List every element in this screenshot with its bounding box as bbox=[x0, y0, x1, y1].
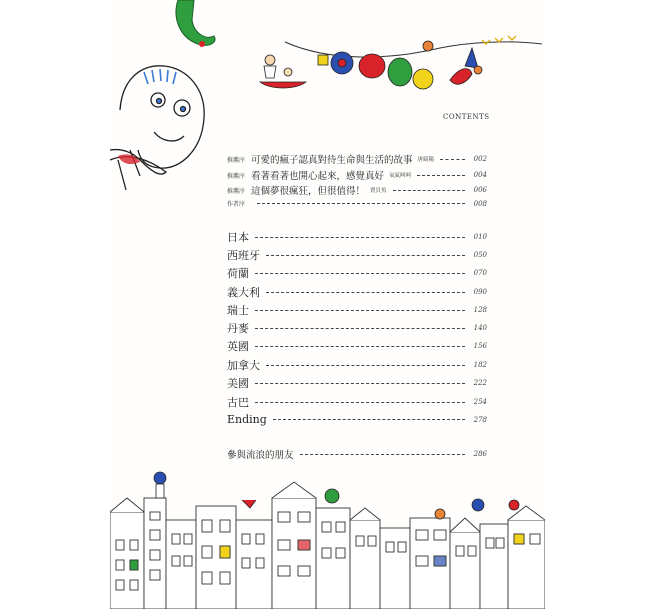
chapter-page-number: 128 bbox=[473, 306, 487, 314]
chapter-page-number: 222 bbox=[473, 379, 487, 387]
chapter-title: 丹麥 bbox=[227, 322, 249, 335]
toc-prefix: 推薦序 bbox=[227, 172, 246, 180]
leader-line bbox=[255, 310, 465, 311]
chapter-title: 英國 bbox=[227, 340, 249, 353]
toc-prefix: 作者序 bbox=[227, 201, 246, 208]
leader-line bbox=[255, 237, 465, 238]
toc-page-number: 008 bbox=[473, 199, 487, 208]
toc-chapter[interactable] bbox=[227, 247, 487, 263]
leader-line bbox=[257, 203, 465, 204]
toc-chapter[interactable] bbox=[227, 357, 487, 373]
book-page bbox=[110, 0, 545, 609]
toc-chapter[interactable] bbox=[227, 265, 487, 281]
toc-entry[interactable] bbox=[227, 183, 487, 197]
chapter-page-number: 070 bbox=[473, 269, 487, 277]
leader-line bbox=[255, 346, 465, 347]
toc-entry[interactable] bbox=[227, 168, 487, 182]
chapter-title: 古巴 bbox=[227, 396, 249, 409]
leader-line bbox=[255, 328, 465, 329]
chapter-title: 美國 bbox=[227, 377, 249, 390]
toc-chapter[interactable] bbox=[227, 302, 487, 318]
leader-line bbox=[300, 454, 465, 455]
leader-line bbox=[393, 190, 465, 191]
chapter-title: 日本 bbox=[227, 231, 249, 244]
toc-title: 這個夢很瘋狂，但很值得！ bbox=[251, 186, 366, 197]
chapter-title: 西班牙 bbox=[227, 249, 260, 262]
toc-author: 唐綺陽 bbox=[417, 157, 435, 163]
leader-line bbox=[273, 419, 465, 420]
leader-line bbox=[255, 402, 465, 403]
toc-entry[interactable] bbox=[227, 152, 487, 166]
toc-author: 氧氣呵呵 bbox=[389, 173, 412, 179]
toc-page-number: 004 bbox=[473, 171, 487, 179]
chapter-title: 加拿大 bbox=[227, 359, 260, 372]
leader-line bbox=[266, 292, 465, 293]
toc-title: 可愛的瘋子認真對待生命與生活的故事 bbox=[251, 155, 413, 166]
toc-chapter[interactable] bbox=[227, 375, 487, 391]
appendix-title: 參與流浪的朋友 bbox=[227, 450, 294, 461]
toc-chapter[interactable] bbox=[227, 320, 487, 336]
toc-page-number: 002 bbox=[473, 155, 487, 163]
toc-chapter[interactable] bbox=[227, 394, 487, 410]
leader-line bbox=[266, 365, 465, 366]
contents-heading: CONTENTS bbox=[443, 113, 490, 121]
birds-illustration bbox=[482, 36, 516, 44]
chapter-page-number: 254 bbox=[473, 398, 487, 406]
toc-entry[interactable] bbox=[227, 199, 487, 208]
toc-prefix: 推薦序 bbox=[227, 156, 246, 164]
toc-author: 賣貝魚 bbox=[370, 188, 387, 194]
chapter-title: Ending bbox=[227, 413, 267, 426]
toc-page-number: 006 bbox=[473, 186, 487, 194]
appendix-page-number: 286 bbox=[473, 450, 487, 458]
toc-prefix: 推薦序 bbox=[227, 187, 246, 195]
chapter-title: 義大利 bbox=[227, 286, 260, 299]
toc-title: 看著看著也開心起來，感覺真好 bbox=[251, 171, 385, 182]
chapter-page-number: 010 bbox=[473, 233, 487, 241]
chapter-page-number: 278 bbox=[473, 415, 487, 424]
chapter-page-number: 182 bbox=[473, 361, 487, 369]
people-illustration bbox=[260, 55, 306, 88]
leader-line bbox=[266, 255, 465, 256]
chapter-page-number: 090 bbox=[473, 288, 487, 296]
leader-line bbox=[417, 175, 465, 176]
leader-line bbox=[440, 159, 465, 160]
toc-chapter[interactable] bbox=[227, 284, 487, 300]
chapter-title: 荷蘭 bbox=[227, 267, 249, 280]
chapter-page-number: 140 bbox=[473, 324, 487, 332]
face-illustration bbox=[110, 66, 204, 190]
chapter-page-number: 156 bbox=[473, 342, 487, 350]
toc-chapter[interactable] bbox=[227, 338, 487, 354]
toc-appendix[interactable] bbox=[227, 447, 487, 461]
toc-chapter[interactable] bbox=[227, 229, 487, 245]
leader-line bbox=[255, 273, 465, 274]
garland-illustration bbox=[318, 41, 482, 89]
chapter-title: 瑞士 bbox=[227, 304, 249, 317]
chapter-page-number: 050 bbox=[473, 251, 487, 259]
toc-chapter[interactable] bbox=[227, 413, 487, 426]
leader-line bbox=[255, 383, 465, 384]
green-worm-illustration bbox=[176, 0, 215, 45]
